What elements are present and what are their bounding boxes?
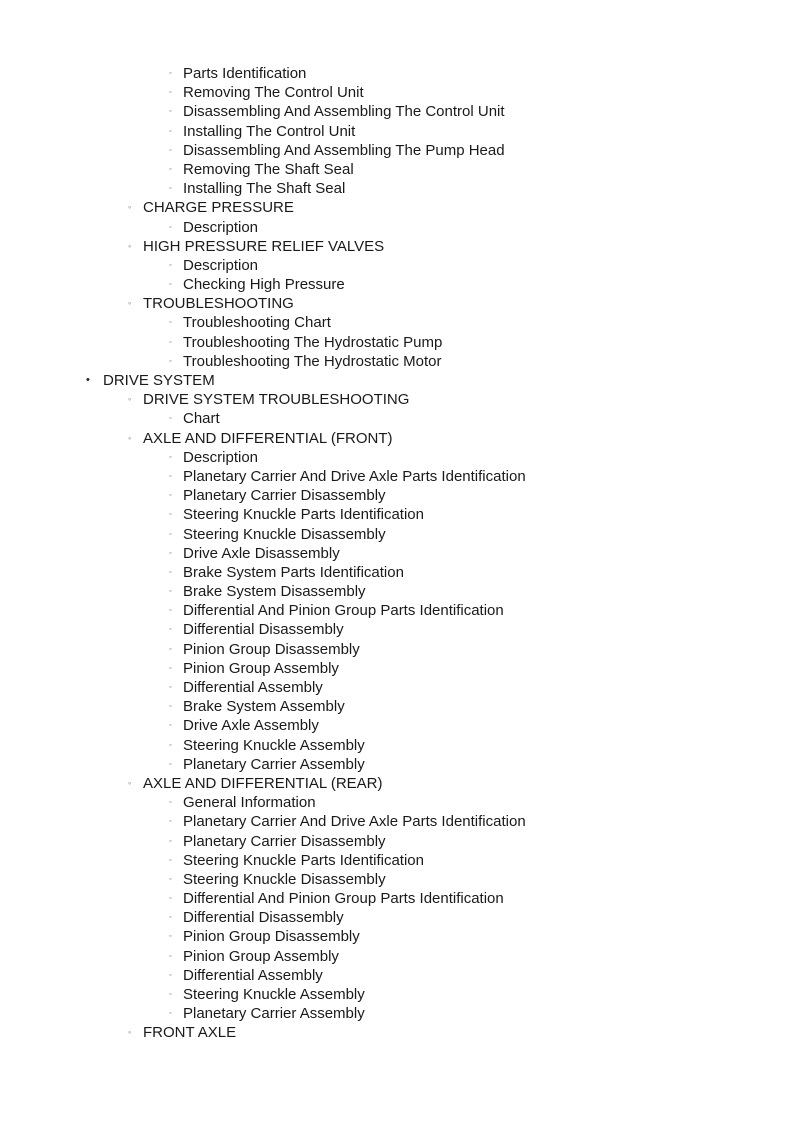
bullet-icon: ▫ — [169, 626, 172, 634]
toc-item-label: Installing The Control Unit — [183, 122, 356, 140]
bullet-icon: ▫ — [169, 684, 172, 691]
toc-item-label: HIGH PRESSURE RELIEF VALVES — [143, 237, 385, 255]
toc-item-level-3[interactable] — [0, 448, 794, 467]
bullet-icon: ▫ — [169, 895, 172, 903]
toc-item-level-2[interactable] — [0, 1023, 794, 1042]
toc-item-label: Installing The Shaft Seal — [183, 180, 346, 198]
toc-item-level-3[interactable] — [0, 697, 794, 716]
bullet-icon: ▫ — [169, 108, 172, 116]
toc-item-level-3[interactable] — [0, 582, 794, 601]
toc-item-label: Steering Knuckle Parts Identification — [183, 851, 424, 869]
toc-item-label: Differential And Pinion Group Parts Identification — [183, 602, 504, 620]
toc-item-label: AXLE AND DIFFERENTIAL (FRONT) — [143, 429, 393, 447]
toc-item-level-3[interactable] — [0, 812, 794, 831]
bullet-icon: ▫ — [169, 703, 172, 711]
bullet-icon: ▫ — [169, 415, 172, 423]
toc-item-level-3[interactable] — [0, 985, 794, 1004]
toc-item-level-3[interactable] — [0, 966, 794, 985]
toc-item-label: Drive Axle Disassembly — [183, 544, 340, 562]
toc-item-level-3[interactable] — [0, 716, 794, 735]
toc-item-level-3[interactable] — [0, 927, 794, 946]
toc-item-label: Troubleshooting The Hydrostatic Pump — [183, 333, 443, 351]
toc-item-label: Checking High Pressure — [183, 276, 345, 294]
toc-item-level-3[interactable] — [0, 793, 794, 812]
toc-item-level-3[interactable] — [0, 544, 794, 563]
bullet-icon: ▫ — [169, 568, 172, 576]
toc-item-label: Steering Knuckle Assembly — [183, 986, 365, 1003]
bullet-icon: ◦ — [128, 298, 132, 309]
bullet-icon: ▫ — [169, 837, 172, 845]
toc-item-label: Parts Identification — [183, 65, 307, 82]
bullet-icon: ▫ — [169, 185, 172, 193]
bullet-icon: ◦ — [128, 1027, 132, 1038]
toc-item-label: Steering Knuckle Parts Identification — [183, 506, 424, 524]
toc-item-label: Description — [183, 256, 259, 274]
toc-item-label: Planetary Carrier And Drive Axle Parts Identification — [183, 467, 526, 485]
toc-item-level-3[interactable] — [0, 908, 794, 927]
bullet-icon: ◦ — [128, 432, 132, 443]
toc-item-level-2[interactable] — [0, 390, 794, 409]
bullet-icon: ▫ — [169, 530, 172, 538]
table-of-contents-list — [0, 64, 794, 1043]
toc-item-label: Description — [183, 218, 259, 236]
bullet-icon: ▫ — [169, 70, 172, 77]
toc-item-label: DRIVE SYSTEM TROUBLESHOOTING — [143, 391, 410, 409]
toc-item-level-3[interactable] — [0, 525, 794, 544]
bullet-icon: ▫ — [169, 741, 172, 749]
bullet-icon: ▫ — [169, 933, 172, 941]
bullet-icon: ▫ — [169, 818, 172, 826]
bullet-icon: ▫ — [169, 165, 172, 173]
bullet-icon: ▫ — [169, 127, 172, 135]
toc-item-label: FRONT AXLE — [143, 1024, 237, 1042]
toc-item-label: Differential Assembly — [183, 966, 323, 984]
bullet-icon: ▫ — [169, 722, 172, 730]
toc-item-label: Differential Disassembly — [183, 621, 344, 639]
toc-item-label: Brake System Parts Identification — [183, 563, 404, 581]
toc-item-level-3[interactable] — [0, 889, 794, 908]
bullet-icon: ▫ — [169, 1010, 172, 1018]
toc-item-label: Planetary Carrier Assembly — [183, 1005, 365, 1023]
toc-item-label: Pinion Group Assembly — [183, 659, 339, 677]
toc-item-label: Removing The Control Unit — [183, 84, 364, 102]
toc-item-label: Steering Knuckle Assembly — [183, 736, 365, 754]
toc-item-label: Pinion Group Disassembly — [183, 928, 360, 946]
toc-item-level-3[interactable] — [0, 870, 794, 889]
toc-item-label: Planetary Carrier Assembly — [183, 755, 365, 773]
bullet-icon: ▫ — [169, 875, 172, 883]
toc-item-label: Planetary Carrier And Drive Axle Parts Identification — [183, 813, 526, 831]
bullet-icon: ▫ — [169, 991, 172, 998]
bullet-icon: ▫ — [169, 760, 172, 768]
bullet-icon: ◦ — [128, 240, 132, 251]
toc-item-level-2[interactable] — [0, 294, 794, 313]
toc-item-level-3[interactable] — [0, 601, 794, 620]
bullet-icon: ◦ — [128, 202, 132, 213]
toc-item-label: Steering Knuckle Disassembly — [183, 525, 386, 543]
bullet-icon: ▫ — [169, 511, 172, 519]
bullet-icon: ▫ — [169, 799, 172, 807]
toc-item-level-3[interactable] — [0, 409, 794, 428]
toc-item-level-3[interactable] — [0, 122, 794, 141]
bullet-icon: ▫ — [169, 89, 172, 97]
toc-item-level-3[interactable] — [0, 64, 794, 83]
bullet-icon: ▫ — [169, 281, 172, 289]
toc-item-level-3[interactable] — [0, 467, 794, 486]
toc-item-label: AXLE AND DIFFERENTIAL (REAR) — [143, 774, 383, 792]
bullet-icon: ▫ — [169, 261, 172, 269]
toc-item-level-3[interactable] — [0, 83, 794, 102]
toc-item-level-3[interactable] — [0, 755, 794, 774]
toc-item-level-3[interactable] — [0, 947, 794, 966]
toc-item-label: CHARGE PRESSURE — [143, 199, 294, 217]
toc-item-label: Drive Axle Assembly — [183, 717, 319, 735]
toc-item-level-2[interactable] — [0, 774, 794, 793]
bullet-icon: ▫ — [169, 856, 172, 864]
toc-item-level-3[interactable] — [0, 102, 794, 121]
toc-item-level-3[interactable] — [0, 505, 794, 524]
toc-item-level-3[interactable] — [0, 256, 794, 275]
toc-item-label: Brake System Assembly — [183, 698, 345, 716]
toc-item-level-3[interactable] — [0, 640, 794, 659]
toc-item-level-3[interactable] — [0, 160, 794, 179]
toc-item-level-3[interactable] — [0, 486, 794, 505]
toc-item-level-3[interactable] — [0, 620, 794, 639]
toc-item-label: Disassembling And Assembling The Control Unit — [183, 103, 505, 121]
toc-item-label: Troubleshooting The Hydrostatic Motor — [183, 352, 442, 370]
bullet-icon: ▫ — [169, 357, 172, 365]
toc-item-level-3[interactable] — [0, 218, 794, 237]
toc-item-label: Differential Disassembly — [183, 909, 344, 927]
bullet-icon: ▫ — [169, 146, 172, 154]
bullet-icon: ▫ — [169, 319, 172, 327]
toc-item-label: Description — [183, 448, 259, 466]
toc-item-label: Pinion Group Disassembly — [183, 640, 360, 658]
toc-item-level-3[interactable] — [0, 851, 794, 870]
toc-item-label: Troubleshooting Chart — [183, 314, 331, 332]
toc-item-label: Differential And Pinion Group Parts Identification — [183, 890, 504, 908]
bullet-icon: • — [86, 374, 90, 386]
toc-item-level-3[interactable] — [0, 1004, 794, 1023]
toc-item-level-3[interactable] — [0, 832, 794, 851]
toc-item-level-2[interactable] — [0, 237, 794, 256]
toc-item-level-3[interactable] — [0, 563, 794, 582]
toc-item-label: Steering Knuckle Disassembly — [183, 870, 386, 888]
bullet-icon: ▫ — [169, 453, 172, 461]
toc-item-level-2[interactable] — [0, 429, 794, 448]
toc-item-level-3[interactable] — [0, 736, 794, 755]
toc-item-level-3[interactable] — [0, 352, 794, 371]
toc-item-label: DRIVE SYSTEM — [103, 372, 215, 389]
bullet-icon: ▫ — [169, 607, 172, 615]
bullet-icon: ▫ — [169, 914, 172, 922]
bullet-icon: ▫ — [169, 472, 172, 480]
bullet-icon: ▫ — [169, 549, 172, 557]
bullet-icon: ▫ — [169, 588, 172, 596]
toc-item-level-2[interactable] — [0, 198, 794, 217]
toc-item-level-3[interactable] — [0, 141, 794, 160]
toc-item-label: Planetary Carrier Disassembly — [183, 832, 386, 850]
toc-item-label: General Information — [183, 794, 316, 812]
toc-item-level-3[interactable] — [0, 313, 794, 332]
bullet-icon: ▫ — [169, 338, 172, 346]
bullet-icon: ▫ — [169, 971, 172, 979]
toc-item-label: Brake System Disassembly — [183, 583, 366, 601]
bullet-icon: ▫ — [169, 645, 172, 653]
bullet-icon: ▫ — [169, 664, 172, 672]
bullet-icon: ◦ — [128, 394, 132, 405]
bullet-icon: ▫ — [169, 492, 172, 500]
toc-item-label: Differential Assembly — [183, 679, 323, 696]
toc-item-level-3[interactable] — [0, 275, 794, 294]
toc-item-level-3[interactable] — [0, 179, 794, 198]
toc-item-label: Planetary Carrier Disassembly — [183, 487, 386, 505]
toc-item-level-3[interactable] — [0, 659, 794, 678]
toc-item-level-3[interactable] — [0, 333, 794, 352]
bullet-icon: ▫ — [169, 223, 172, 231]
toc-item-label: Chart — [183, 410, 220, 428]
toc-item-label: Disassembling And Assembling The Pump Head — [183, 141, 505, 159]
bullet-icon: ▫ — [169, 952, 172, 960]
toc-item-label: Removing The Shaft Seal — [183, 160, 354, 178]
toc-item-level-3[interactable] — [0, 678, 794, 697]
toc-item-level-1[interactable] — [0, 371, 794, 390]
toc-item-label: TROUBLESHOOTING — [143, 295, 294, 313]
bullet-icon: ◦ — [128, 777, 132, 788]
toc-item-label: Pinion Group Assembly — [183, 947, 339, 965]
